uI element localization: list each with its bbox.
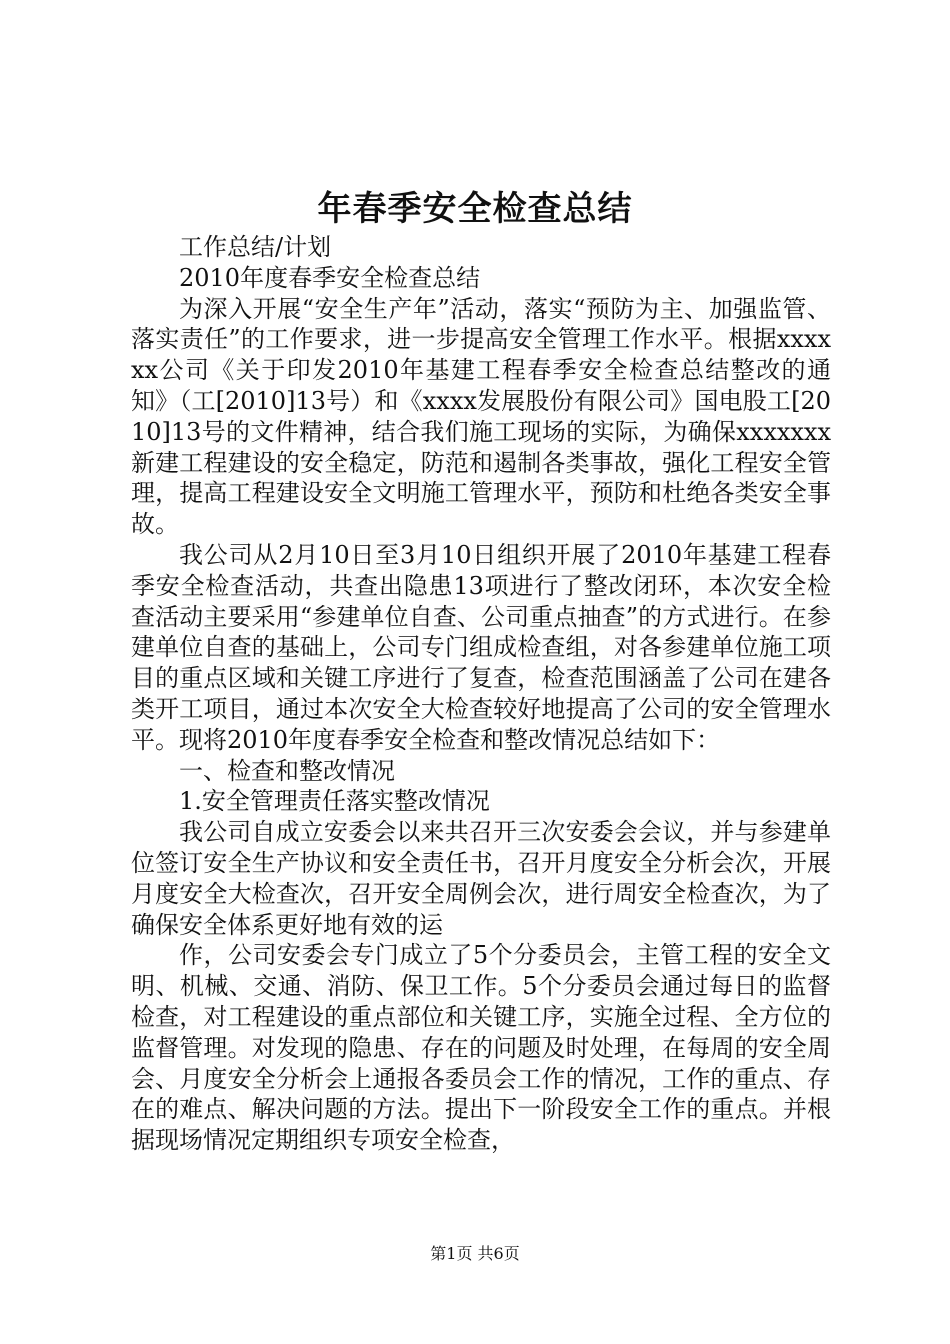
category-label: 工作总结/计划 <box>179 233 332 261</box>
paragraph-intro: 为深入开展“安全生产年”活动，落实“预防为主、加强监管、落实责任”的工作要求，进一步提高安全管理工作水平。根据xxxxxx公司《关于印发2010年基建工程春季安全检查总结整改的通知》（工[2010]13号）和《xxxx发展股份有限公司》国电股工[2010]13号的文件精神，结合我们施工现场的实际，为确保xxxxxxx新建工程建设的安全稳定，防范和遏制各类事故，强化工程安全管理，提高工程建设安全文明施工管理水平，预防和杜绝各类安全事故。 <box>131 294 831 539</box>
paragraph-overview: 我公司从2月10日至3月10日组织开展了2010年基建工程春季安全检查活动，共查出隐患13项进行了整改闭环，本次安全检查活动主要采用“参建单位自查、公司重点抽查”的方式进行。在参建单位自查的基础上，公司专门组成检查组，对各参建单位施工项目的重点区域和关键工序进行了复查，检查范围涵盖了公司在建各类开工项目，通过本次安全大检查较好地提高了公司的安全管理水平。现将2010年度春季安全检查和整改情况总结如下： <box>131 540 831 754</box>
subsection-heading: 1.安全管理责任落实整改情况 <box>179 787 490 816</box>
paragraph-operation: 作，公司安委会专门成立了5个分委员会，主管工程的安全文明、机械、交通、消防、保卫工作。5个分委员会通过每日的监督检查，对工程建设的重点部位和关键工序，实施全过程、全方位的监督管理。对发现的隐患、存在的问题及时处理，在每周的安全周会、月度安全分析会上通报各委员会工作的情况，工作的重点、存在的难点、解决问题的方法。提出下一阶段安全工作的重点。并根据现场情况定期组织专项安全检查， <box>131 941 831 1155</box>
subtitle: 2010年度春季安全检查总结 <box>179 263 481 292</box>
section-heading: 一、检查和整改情况 <box>179 756 395 785</box>
document-body <box>131 232 831 1156</box>
paragraph-committee: 我公司自成立安委会以来共召开三次安委会会议，并与参建单位签订安全生产协议和安全责任书，召开月度安全分析会次，开展月度安全大检查次，召开安全周例会次，进行周安全检查次，为了确保安全体系更好地有效的运 <box>131 818 831 939</box>
document-title: 年春季安全检查总结 <box>317 189 633 229</box>
page-footer: 第1页 共6页 <box>430 1244 520 1263</box>
